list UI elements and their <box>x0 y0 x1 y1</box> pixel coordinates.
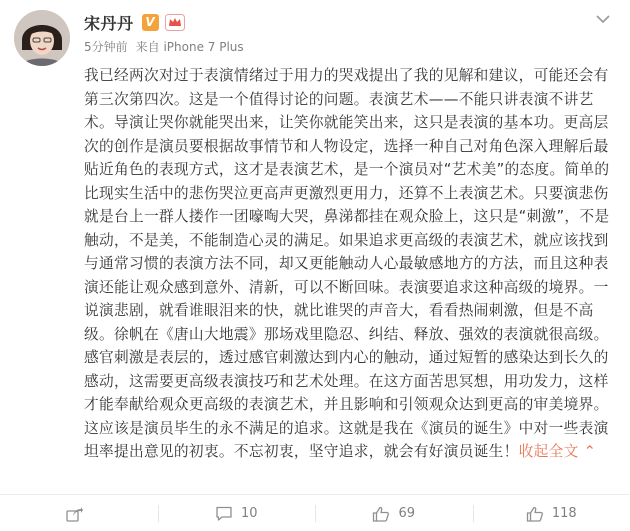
chevron-down-icon[interactable] <box>596 14 610 24</box>
post-source: 来自 iPhone 7 Plus <box>135 40 244 54</box>
avatar[interactable] <box>14 10 70 66</box>
action-bar <box>0 494 630 531</box>
post-header <box>84 10 244 55</box>
thumbs-up-icon-alt <box>526 506 544 522</box>
share-button[interactable] <box>0 495 158 531</box>
share-icon <box>66 506 84 522</box>
user-name[interactable]: 宋丹丹 <box>84 13 134 33</box>
name-row <box>84 10 244 34</box>
reward-count: 118 <box>551 506 577 521</box>
like-count: 69 <box>398 506 416 521</box>
post-text: 我已经两次对过于表演情绪过于用力的哭戏提出了我的见解和建议，可能还会有第三次第四次。这是一个值得讨论的问题。表演艺术——不能只讲表演不讲艺术。导演让哭你就能哭出来，让笑你就能笑出来，这只是表演的基本功。更高层次的创作是演员要根据故事情节和人物设定，选择一种自己对角色深入理解后最贴近角色的表现方式，这才是表演艺术，是一个演员对“艺术美”的态度。简单的比现实生活中的悲伤哭泣更高声更激烈更用力，还算不上表演艺术。只要演悲伤就是台上一群人搂作一团嚎啕大哭，鼻涕都挂在观众脸上，这只是“刺激”，不是触动，不是美，不能制造心灵的满足。如果追求更高级的表演艺术，就应该找到与通常习惯的表演方法不同，却又更能触动人心最敏感地方的方法，而且这种表演还能让观众感到意外、清新，可以不断回味。表演要追求这种高级的境界。一说演悲剧，就看谁眼泪来的快，就比谁哭的声音大，看看热闹刺激，但是不高级。徐帆在《唐山大地震》那场戏里隐忍、纠结、释放、强效的表演就很高级。感官刺激是表层的，透过感官刺激达到内心的触动，通过短暂的感染达到长久的感动，这需要更高级表演技巧和艺术处理。在这方面苦思冥想，用功发力，这样才能奉献给观众更高级的表演艺术，并且影响和引领观众达到更高的审美境界。这应该是演员毕生的永不满足的追求。这就是我在《演员的诞生》中对一些表演坦率提出意见的初衷。不忘初衷，坚守追求，就会有好演员诞生！ <box>84 67 610 460</box>
post-content <box>84 64 614 464</box>
thumbs-up-icon <box>372 506 390 522</box>
like-button[interactable] <box>315 495 473 531</box>
verified-badge-icon[interactable]: V <box>142 14 159 31</box>
comment-button[interactable] <box>158 495 316 531</box>
collapse-arrow-icon: ⌃ <box>583 443 597 460</box>
collapse-text-label: 收起全文 <box>518 443 579 460</box>
post-time[interactable]: 5分钟前 <box>84 40 128 54</box>
comment-count: 10 <box>240 506 258 521</box>
comment-icon <box>215 506 233 522</box>
collapse-text-link[interactable] <box>519 443 597 460</box>
member-crown-icon[interactable] <box>165 14 185 31</box>
avatar-portrait-icon <box>14 10 70 66</box>
reward-button[interactable] <box>473 495 630 531</box>
meta-row <box>84 38 244 55</box>
